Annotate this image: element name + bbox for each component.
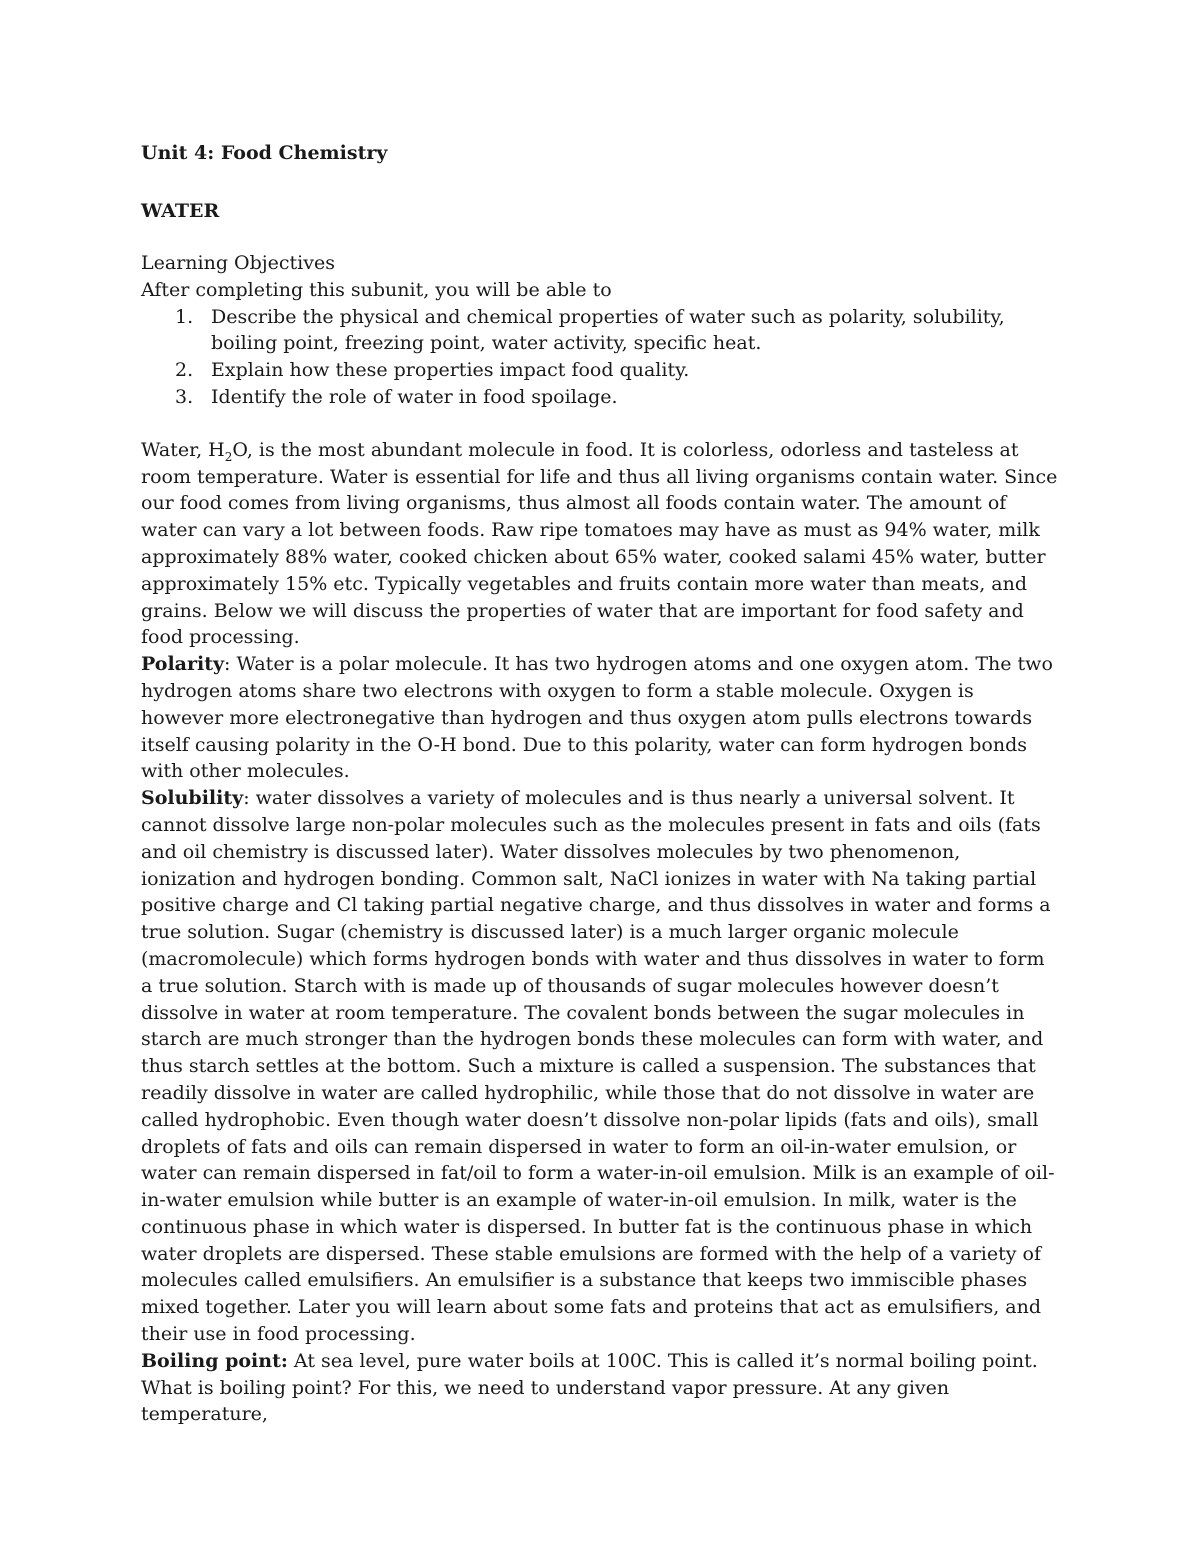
document-title: Unit 4: Food Chemistry (141, 142, 388, 164)
objective-text: Explain how these properties impact food quality. (211, 359, 690, 382)
polarity-term: Polarity (141, 653, 225, 676)
objective-text: Describe the physical and chemical properties of water such as polarity, solubility, boiling point, freezing point, water activity, specific heat. (211, 305, 1005, 355)
objective-number: 3. (175, 385, 194, 408)
objectives-list (141, 304, 1060, 411)
objective-item (141, 357, 1060, 384)
spacer (141, 228, 1060, 250)
boiling-text: At sea level, pure water boils at 100C. This is called it’s normal boiling point. What is boiling point? For this, we need to understand vapor pressure. At any given temperature, (141, 1349, 1038, 1426)
section-title: WATER (141, 200, 220, 222)
boiling-paragraph (141, 1348, 1060, 1428)
intro-prefix: Water, H (141, 438, 225, 461)
objective-item (141, 304, 1060, 358)
objectives-intro: After completing this subunit, you will be able to (141, 278, 612, 301)
subscript-two: 2 (224, 449, 233, 464)
intro-paragraph (141, 437, 1060, 651)
polarity-text: : Water is a polar molecule. It has two hydrogen atoms and one oxygen atom. The two hydrogen atoms share two electrons with oxygen to form a stable molecule. Oxygen is however more electronegative than hydrogen and thus oxygen atom pulls electrons towards itself causing polarity in the O-H bond. Due to this polarity, water can form hydrogen bonds with other molecules. (141, 653, 1053, 783)
solubility-text: : water dissolves a variety of molecules and is thus nearly a universal solvent. It cannot dissolve large non-polar molecules such as the molecules present in fats and oils (fats and oil chemistry is discussed later). Water dissolves molecules by two phenomenon, ionization and hydrogen bonding. Common salt, NaCl ionizes in water with Na taking partial positive charge and Cl taking partial negative charge, and thus dissolves in water and forms a true solution. Sugar (chemistry is discussed later) is a much larger organic molecule (macromolecule) which forms hydrogen bonds with water and thus dissolves in water to form a true solution. Starch with is made up of thousands of sugar molecules however doesn’t dissolve in water at room temperature. The covalent bonds between the sugar molecules in starch are much stronger than the hydrogen bonds these molecules can form with water, and thus starch settles at the bottom. Such a mixture is called a suspension. The substances that readily dissolve in water are called hydrophilic, while those that do not dissolve in water are called hydrophobic. Even though water doesn’t dissolve non-polar lipids (fats and oils), small droplets of fats and oils can remain dispersed in water to form an oil-in-water emulsion, or water can remain dispersed in fat/oil to form a water-in-oil emulsion. Milk is an example of oil-in-water emulsion while butter is an example of water-in-oil emulsion. In milk, water is the continuous phase in which water is dispersed. In butter fat is the continuous phase in which water droplets are dispersed. These stable emulsions are formed with the help of a variety of molecules called emulsifiers. An emulsifier is a substance that keeps two immiscible phases mixed together. Later you will learn about some fats and proteins that act as emulsifiers, and their use in food processing. (141, 787, 1055, 1346)
objectives-heading: Learning Objectives (141, 252, 335, 274)
objective-text: Identify the role of water in food spoilage. (211, 385, 618, 408)
solubility-paragraph (141, 785, 1060, 1348)
boiling-term: Boiling point: (141, 1349, 288, 1372)
objective-item (141, 384, 1060, 411)
spacer (141, 411, 1060, 437)
solubility-term: Solubility (141, 787, 244, 810)
objective-number: 1. (175, 305, 194, 328)
intro-rest: O, is the most abundant molecule in food. It is colorless, odorless and tasteless at room temperature. Water is essential for life and thus all living organisms contain water. Since our food comes from living organisms, thus almost all foods contain water. The amount of water can vary a lot between foods. Raw ripe tomatoes may have as must as 94% water, milk approximately 88% water, cooked chicken about 65% water, cooked salami 45% water, butter approximately 15% etc. Typically vegetables and fruits contain more water than meats, and grains. Below we will discuss the properties of water that are important for food safety and food processing. (141, 438, 1058, 649)
spacer (141, 172, 1060, 198)
objective-number: 2. (175, 359, 194, 382)
polarity-paragraph (141, 651, 1060, 785)
